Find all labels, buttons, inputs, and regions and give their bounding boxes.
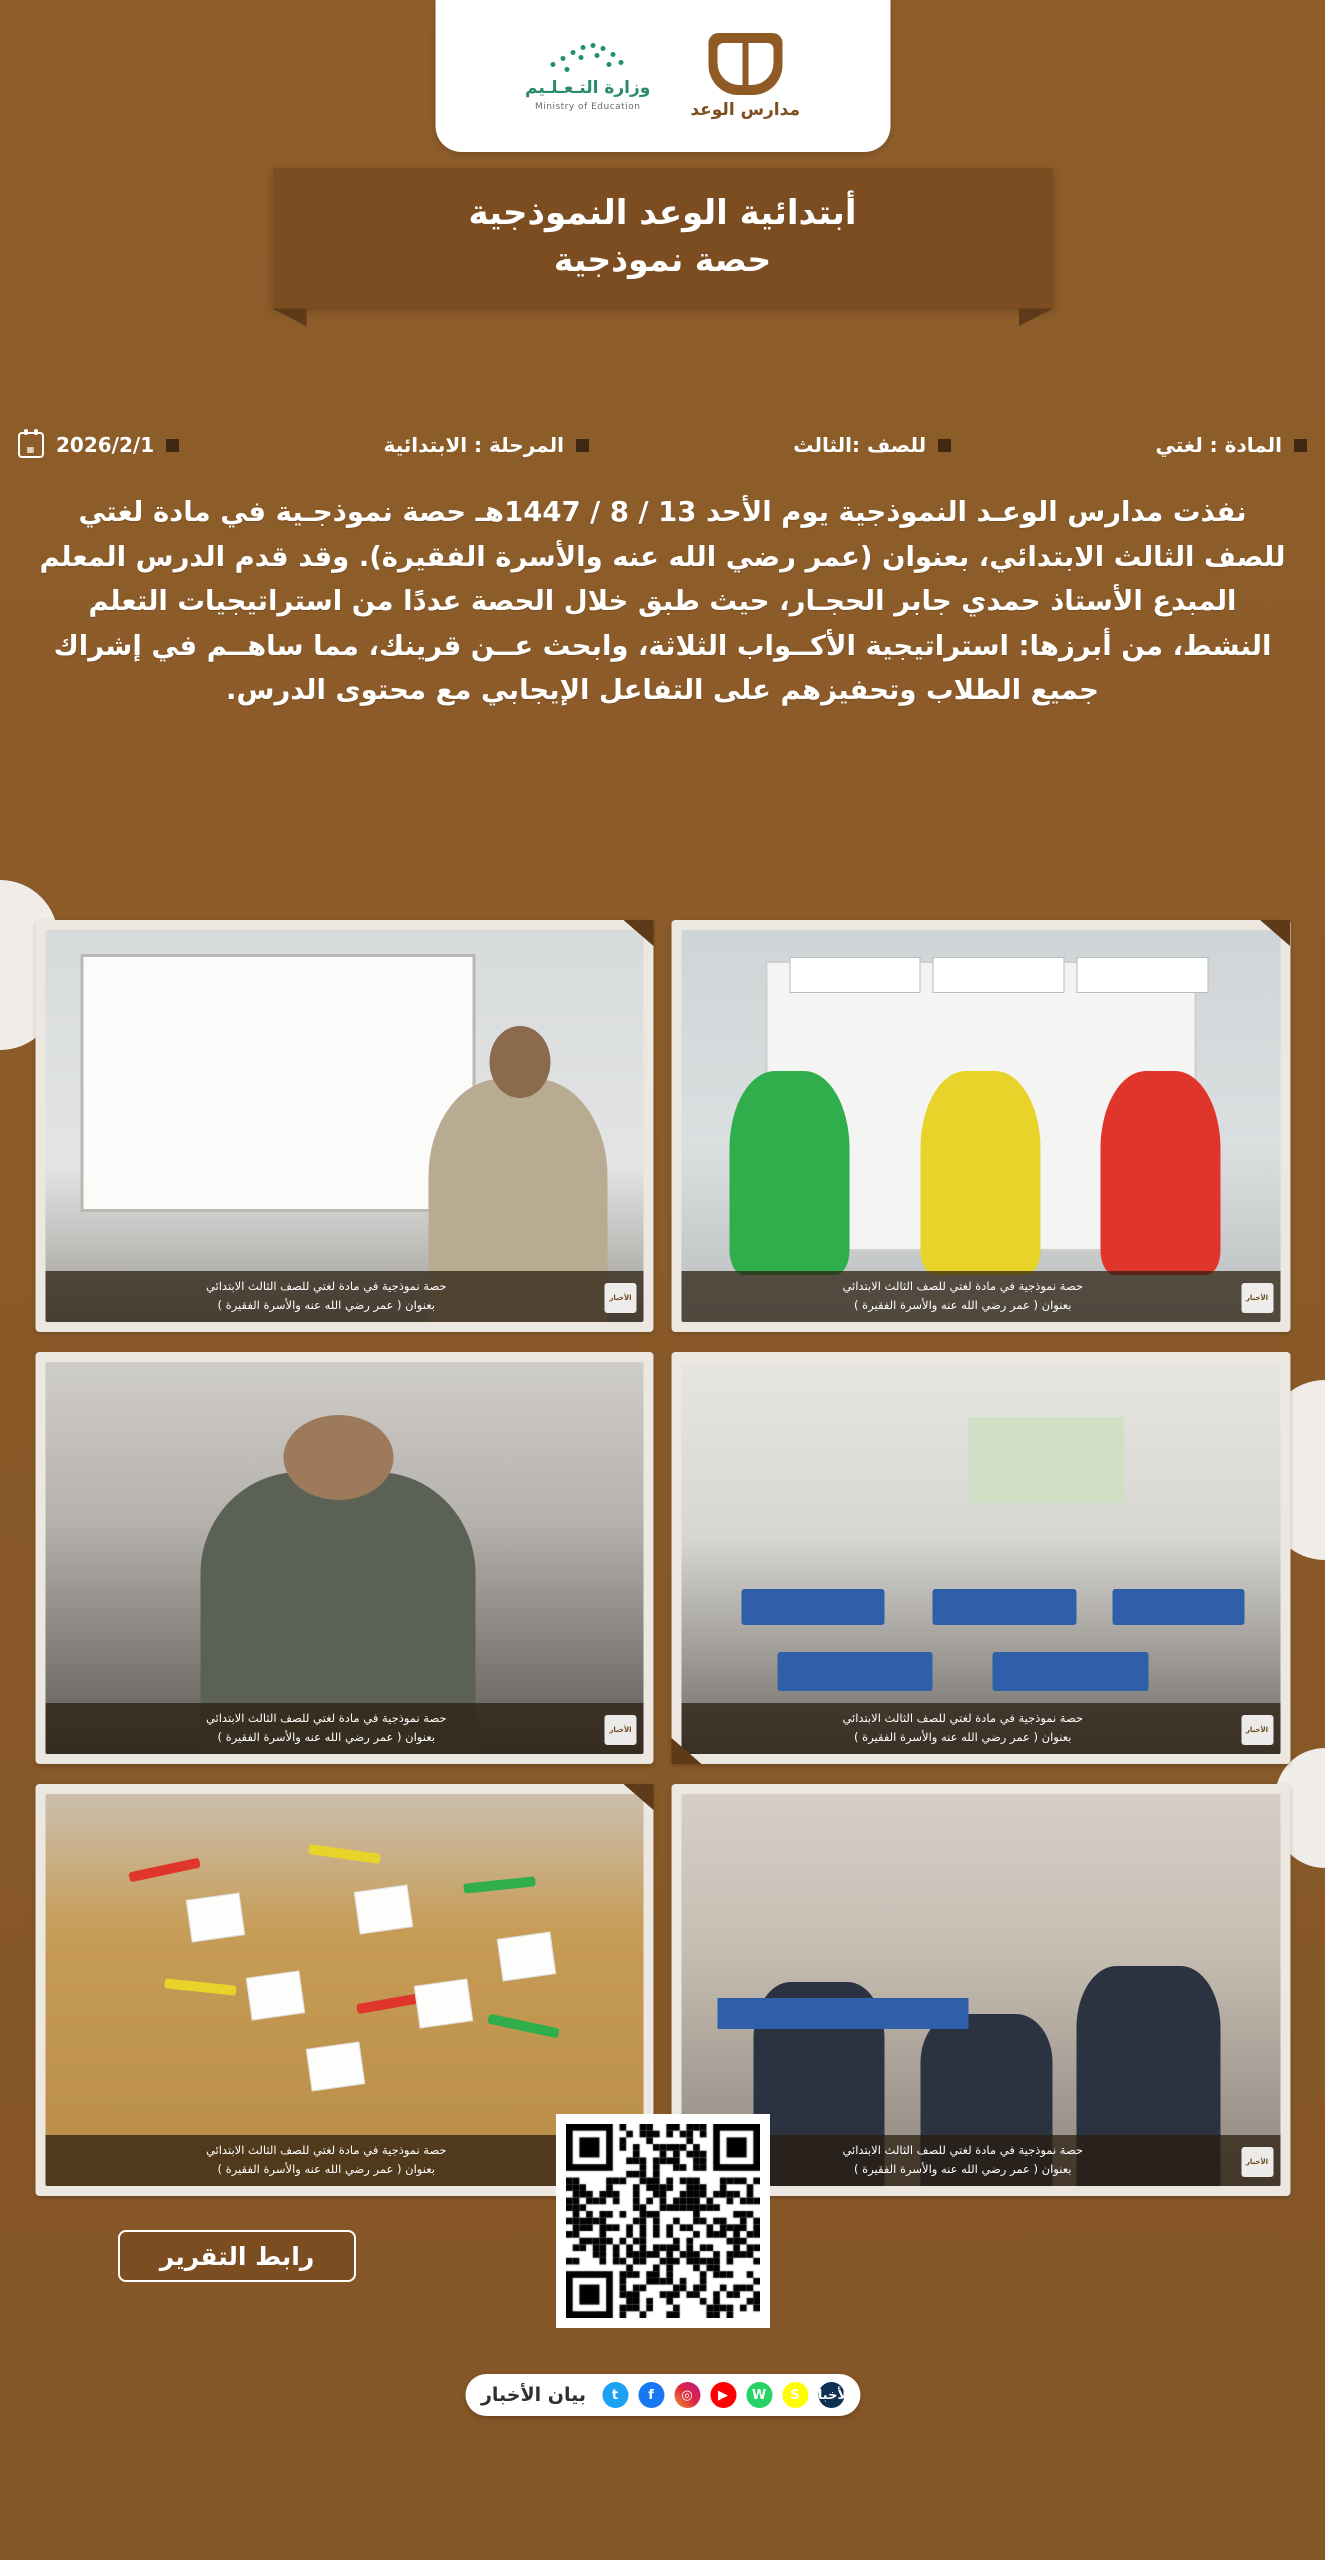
square-bullet-icon xyxy=(166,439,179,452)
school-logo-label: مدارس الوعد xyxy=(690,99,800,120)
photo-caption-line2: بعنوان ( عمر رضي الله عنه والأسرة الفقيرة ) xyxy=(854,1297,1072,1312)
watermark-logo-icon: الأخبار xyxy=(1241,1283,1273,1313)
photo-caption-line1: حصة نموذجية في مادة لغتي للصف الثالث الابتدائي xyxy=(205,2143,447,2158)
watermark-logo-icon: الأخبار xyxy=(1241,2147,1273,2177)
qr-code-canvas xyxy=(566,2124,760,2318)
news-logo-icon[interactable]: الأخبار xyxy=(818,2382,844,2408)
page-title: أبتدائية الوعد النموذجية xyxy=(468,193,857,233)
photo-card[interactable] xyxy=(35,920,654,1332)
photo-card[interactable] xyxy=(35,1352,654,1764)
watermark-logo-icon: الأخبار xyxy=(605,1715,637,1745)
photo-caption-line1: حصة نموذجية في مادة لغتي للصف الثالث الابتدائي xyxy=(842,1279,1084,1294)
report-link-button[interactable]: رابط التقرير xyxy=(118,2230,356,2282)
facebook-icon[interactable]: f xyxy=(638,2382,664,2408)
photo-caption xyxy=(45,1271,644,1322)
photo-image xyxy=(682,930,1281,1322)
photo-caption-line2: بعنوان ( عمر رضي الله عنه والأسرة الفقيرة ) xyxy=(217,1729,435,1744)
snapchat-icon[interactable]: S xyxy=(782,2382,808,2408)
photo-caption xyxy=(682,1703,1281,1754)
square-bullet-icon xyxy=(938,439,951,452)
photo-caption-line2: بعنوان ( عمر رضي الله عنه والأسرة الفقيرة ) xyxy=(854,1729,1072,1744)
photo-image xyxy=(45,930,644,1322)
photo-image xyxy=(682,1362,1281,1754)
photo-card[interactable] xyxy=(672,1352,1291,1764)
meta-subject-label: المادة : لغتي xyxy=(1155,433,1282,457)
watermark-logo-icon: الأخبار xyxy=(1241,1715,1273,1745)
social-bar-label: بيان الأخبار xyxy=(480,2384,587,2406)
body-paragraph: نفذت مدارس الوعـد النموذجية يوم الأحد 13 / 8 / 1447هـ حصة نموذجـية في مادة لغتي للصف الثالث الابتدائي، بعنوان (عمر رضي الله عنه والأسرة الفقيرة). وقد قدم الدرس المعلم المبدع الأستاذ حمدي جابر الحجـار، حيث طبق خلال الحصة عددًا من استراتيجيات التعلم النشط، من أبرزها: استراتيجية الأكــواب الثلاثة، وابحث عــن قرينك، مما ساهــم في إشراك جميع الطلاب وتحفيزهم على التفاعل الإيجابي مع محتوى الدرس. xyxy=(39,496,1286,707)
title-banner-wrap xyxy=(273,168,1053,308)
photo-card[interactable] xyxy=(672,920,1291,1332)
meta-date-label: 2026/2/1 xyxy=(56,433,155,457)
photo-caption-line1: حصة نموذجية في مادة لغتي للصف الثالث الابتدائي xyxy=(205,1279,447,1294)
youtube-icon[interactable]: ▶ xyxy=(710,2382,736,2408)
qr-code[interactable] xyxy=(556,2114,770,2328)
ministry-logo-label-ar: وزارة التـعـلـيم xyxy=(525,78,651,98)
whatsapp-icon[interactable]: W xyxy=(746,2382,772,2408)
ministry-logo xyxy=(525,40,650,112)
banner-wing-left xyxy=(273,308,307,326)
meta-date xyxy=(18,432,179,458)
watermark-logo-icon: الأخبار xyxy=(605,1283,637,1313)
photo-caption-line2: بعنوان ( عمر رضي الله عنه والأسرة الفقيرة ) xyxy=(217,2161,435,2176)
instagram-icon[interactable]: ◎ xyxy=(674,2382,700,2408)
photo-caption xyxy=(45,1703,644,1754)
photo-image xyxy=(45,1362,644,1754)
ministry-logo-label-en: Ministry of Education xyxy=(534,102,641,112)
photo-caption xyxy=(682,1271,1281,1322)
banner-wing-right xyxy=(1019,308,1053,326)
book-icon xyxy=(708,33,782,95)
meta-subject xyxy=(1156,433,1307,457)
photo-caption-line2: بعنوان ( عمر رضي الله عنه والأسرة الفقيرة ) xyxy=(217,1297,435,1312)
square-bullet-icon xyxy=(576,439,589,452)
photo-caption-line1: حصة نموذجية في مادة لغتي للصف الثالث الابتدائي xyxy=(205,1711,447,1726)
meta-grade xyxy=(793,433,951,457)
logo-card xyxy=(435,0,890,152)
photo-caption-line1: حصة نموذجية في مادة لغتي للصف الثالث الابتدائي xyxy=(842,1711,1084,1726)
twitter-icon[interactable]: t xyxy=(602,2382,628,2408)
meta-stage xyxy=(383,433,588,457)
qr-and-link-zone xyxy=(0,2110,1325,2340)
meta-stage-label: المرحلة : الابتدائية xyxy=(383,433,564,457)
social-bar xyxy=(465,2374,860,2416)
photo-caption-line1: حصة نموذجية في مادة لغتي للصف الثالث الابتدائي xyxy=(842,2143,1084,2158)
page-subtitle: حصة نموذجية xyxy=(553,239,772,279)
school-logo xyxy=(690,33,800,120)
calendar-icon: ▦ xyxy=(18,432,44,458)
photo-grid xyxy=(35,920,1290,2196)
square-bullet-icon xyxy=(1294,439,1307,452)
photo-caption-line2: بعنوان ( عمر رضي الله عنه والأسرة الفقيرة ) xyxy=(854,2161,1072,2176)
palm-dots-icon xyxy=(545,40,631,74)
meta-bar xyxy=(0,418,1325,472)
title-banner xyxy=(273,168,1053,308)
meta-grade-label: للصف :الثالث xyxy=(793,433,927,457)
